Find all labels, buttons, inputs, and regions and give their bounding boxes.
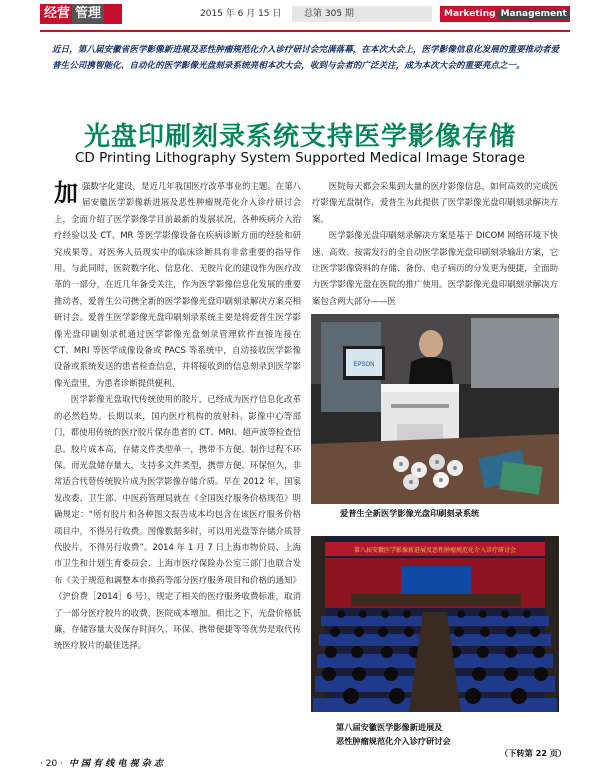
issue-date: 2015 年 6 月 15 日 [200,9,282,19]
header-rule [40,30,570,32]
article-subtitle: CD Printing Lithography System Supported Medical Image Storage [74,150,526,166]
photo-caption-line: 恶性肿瘤规范化介入诊疗研讨会 [336,736,451,746]
conference-hall-photo [311,536,559,712]
page-number: · 20 · [40,759,63,768]
section-tag [440,6,570,22]
continued-note: （下转第 22 页） [500,748,567,758]
section-brand-secondary: 管理 [72,4,104,24]
stage-banner-text: 第八届安徽医学影像新进展及恶性肿瘤规范化介入诊疗研讨会 [353,547,517,554]
body-paragraph: 医院每天都会采集到大量的医疗影像信息，如何高效的完成医疗影像光盘制作，爱普生为此提供了医学影像光盘印刷刻录解决方案。 [312,181,558,224]
body-paragraph [54,178,301,391]
page-footer [40,756,163,768]
section-tag-secondary: Management [498,9,570,19]
body-text: 强数字化建设，是近几年我国医疗改革事业的主题。在第八届安徽医学影像新进展及恶性肿瘤规范化介入诊疗研讨会上，全面介绍了医学影像学目前最新的发展状况，各种疾病介入治疗经验以及 CT、MR 等医学影像设备在疾病诊断方面的经验和研究成果等。对医务人员现实中的临床诊断具有非常重要的指导作用。与此同时，医院数字化、信息化、无胶片化的建设作为医疗改革的一部分，在近几年备受关注，作为医学影像信息化发展的重要推动者，爱普生公司携全新的医学影像光盘印刷刻录解决方案亮相研讨会。爱普生医学影像光盘印刷刻录系统主要是将爱普生医学影像光盘印刷刻录机通过医学影像光盘刻录管理软件直接连接在 CT、MRI 等医学成像设备或 PACS 等系统中，自动接收医学影像设备或系统发送的患者检查信息，并将接收到的信息刻录到医学影像光盘里，为患者诊断提供便利。 [54,181,301,388]
drop-cap: 加 [54,179,78,207]
photo-caption-line: 第八届安徽医学影像新进展及 [336,722,443,732]
monitor-brand-text: EPSON [353,362,375,368]
section-tag-primary: Marketing [444,9,496,19]
section-brand-primary: 经营 [44,6,71,21]
body-paragraph: 医学影像光盘取代传统使用的胶片，已经成为医疗信息化改革的必然趋势。长期以来，国内医疗机构的放射科、影像中心等部门，都使用传统的医疗胶片保存患者的 CT、MRI、超声波等检查信息。胶片成本高，存储文件类型单一，携带不方便，制作过程不环保。而光盘储存量大，支持多文件类型，携带方便，环保恒久，非常适合代替传统胶片成为医学影像存储介质。早在 2012 年，国家发改委、卫生部、中医药管理局就在《全国医疗服务价格规范》明确规定：“所有胶片和各种图文报告成本均包含在该医疗服务价格项目中，不得另行收费。图像数据多时，可以用光盘等存储介质替代胶片，不得另行收费”。2014 年 1 月 7 日上海市物价局、上海市卫生和计划生育委员会、上海市医疗保险办公室三部门也联合发布《关于规范和调整本市换药等部分医疗服务项目和价格的通知》（沪价费［2014］6 号），规定了相关的医疗服务收费标准，取消了一部分医疗胶片的收费，医院成本增加。相比之下，光盘价格低廉，存储容量大及保存时间久、环保、携带便捷等等优势是取代传统医疗胶片的最佳选择。 [54,394,301,651]
left-column [54,178,301,654]
product-booth-photo [311,314,559,504]
photo-caption [336,720,506,748]
right-column [312,178,558,309]
lead-paragraph: 近日，第八届安徽省医学影像新进展及恶性肿瘤规范化介入诊疗研讨会完满落幕，在本次大会上，医学影像信息化发展的重要推动者爱普生公司携智能化、自动化的医学影像光盘刻录系统亮相本次大会，收到与会者的广泛关注，成为本次大会的重要亮点之一。 [52,45,560,71]
section-brand [40,4,122,24]
publication-name: 中 国 有 线 电 视 杂 志 [68,759,163,768]
issue-number: 总第 305 期 [292,6,432,22]
photo-caption: 爱普生全新医学影像光盘印刷刻录系统 [340,508,480,518]
page-header [0,0,600,28]
body-paragraph: 医学影像光盘印刷刻录解决方案是基于 DICOM 网络环境下快速、高效、按需发行的全自动医学影像光盘印刷刻录输出方案，它让医学影像资料的存储、备份、电子病历的分发更为便捷，全面助力医学影像光盘在医院的推广使用。医学影像光盘印刷刻录解决方案包含两大部分——医 [312,230,558,306]
article-title: 光盘印刷刻录系统支持医学影像存储 [83,122,516,152]
